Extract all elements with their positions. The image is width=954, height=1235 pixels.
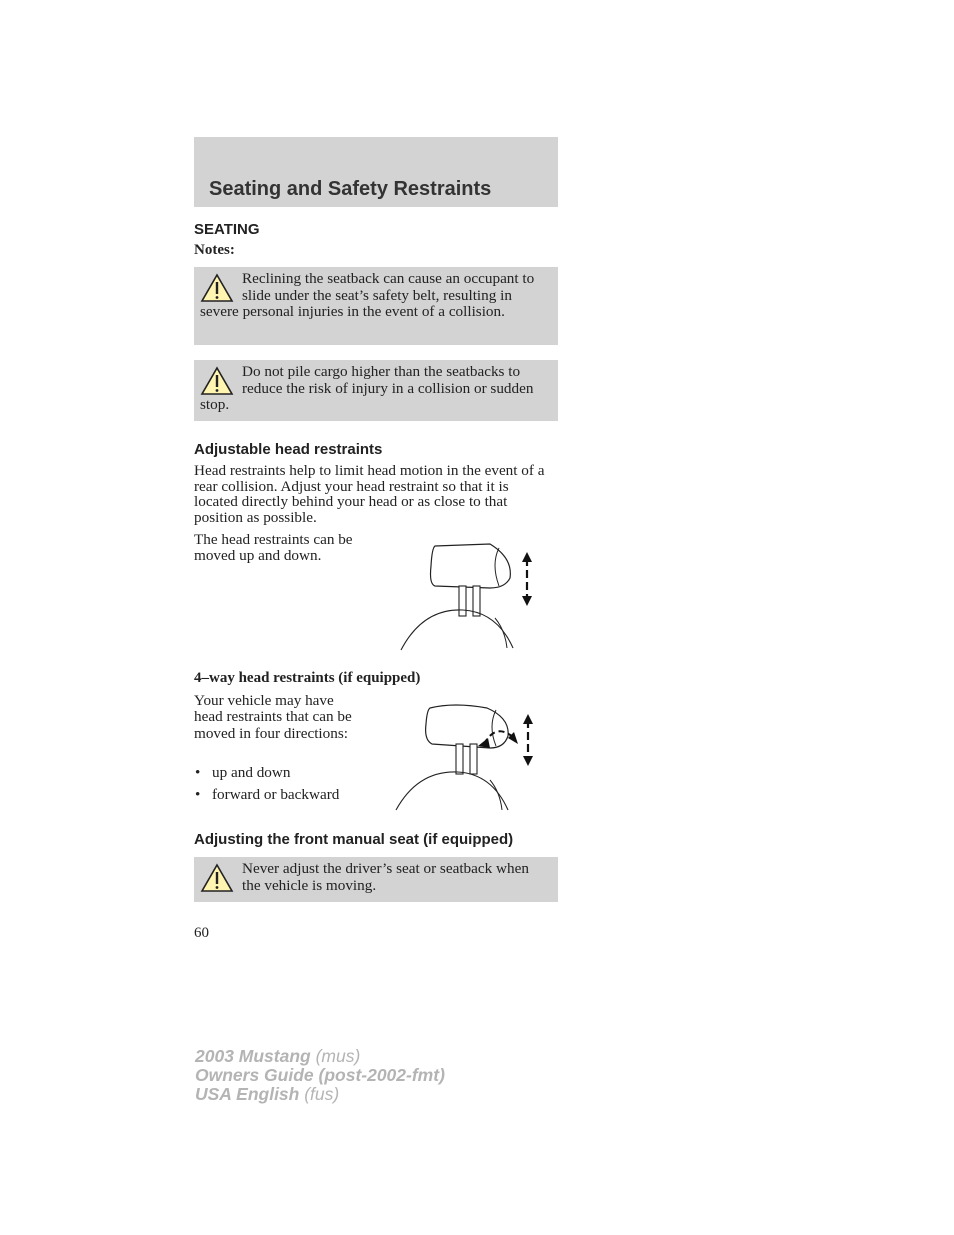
warning-triangle-icon: [200, 863, 234, 893]
footer-language: USA English: [195, 1084, 300, 1104]
head-restraint-fourway-illustration: [392, 700, 537, 812]
section-title: SEATING: [194, 221, 260, 238]
warning-box-reclining: [194, 267, 558, 345]
warning-box-cargo: [194, 360, 558, 421]
manual-seat-heading: Adjusting the front manual seat (if equipped): [194, 831, 514, 848]
list-item: • up and down: [195, 764, 290, 782]
adjustable-heading: Adjustable head restraints: [194, 441, 383, 458]
head-restraint-updown-illustration: [395, 540, 535, 652]
page-title: Seating and Safety Restraints: [209, 178, 492, 200]
list-item: • forward or backward: [195, 786, 339, 804]
footer-model-code: (mus): [315, 1046, 361, 1066]
footer-guide: Owners Guide (post-2002-fmt): [195, 1065, 445, 1085]
page-number: 60: [194, 925, 209, 941]
warning-triangle-icon: [200, 366, 234, 396]
footer-language-code: (fus): [304, 1084, 340, 1104]
adjustable-updown-text: The head restraints can be moved up and down.: [194, 531, 353, 564]
warning-text: Never adjust the driver’s seat or seatback when the vehicle is moving.: [242, 860, 529, 894]
fourway-paragraph: Your vehicle may have head restraints that can be moved in four directions:: [194, 692, 352, 742]
warning-triangle-icon: [200, 273, 234, 303]
section-header-band: [194, 137, 558, 207]
notes-label: Notes:: [194, 242, 235, 258]
fourway-heading: 4–way head restraints (if equipped): [194, 670, 421, 686]
adjustable-paragraph: Head restraints help to limit head motion in the event of a rear collision. Adjust your head restraint so that it is located directly behind your head or as close to that position as possible.: [194, 462, 545, 526]
warning-box-seat-adjust: [194, 857, 558, 902]
document-footer: [195, 1047, 445, 1104]
warning-text: Reclining the seatback can cause an occupant to slide under the seat’s safety belt, resulting in severe personal injuries in the event of a collision.: [200, 270, 535, 320]
footer-model: 2003 Mustang: [195, 1046, 311, 1066]
warning-text: Do not pile cargo higher than the seatbacks to reduce the risk of injury in a collision or sudden stop.: [200, 363, 534, 413]
